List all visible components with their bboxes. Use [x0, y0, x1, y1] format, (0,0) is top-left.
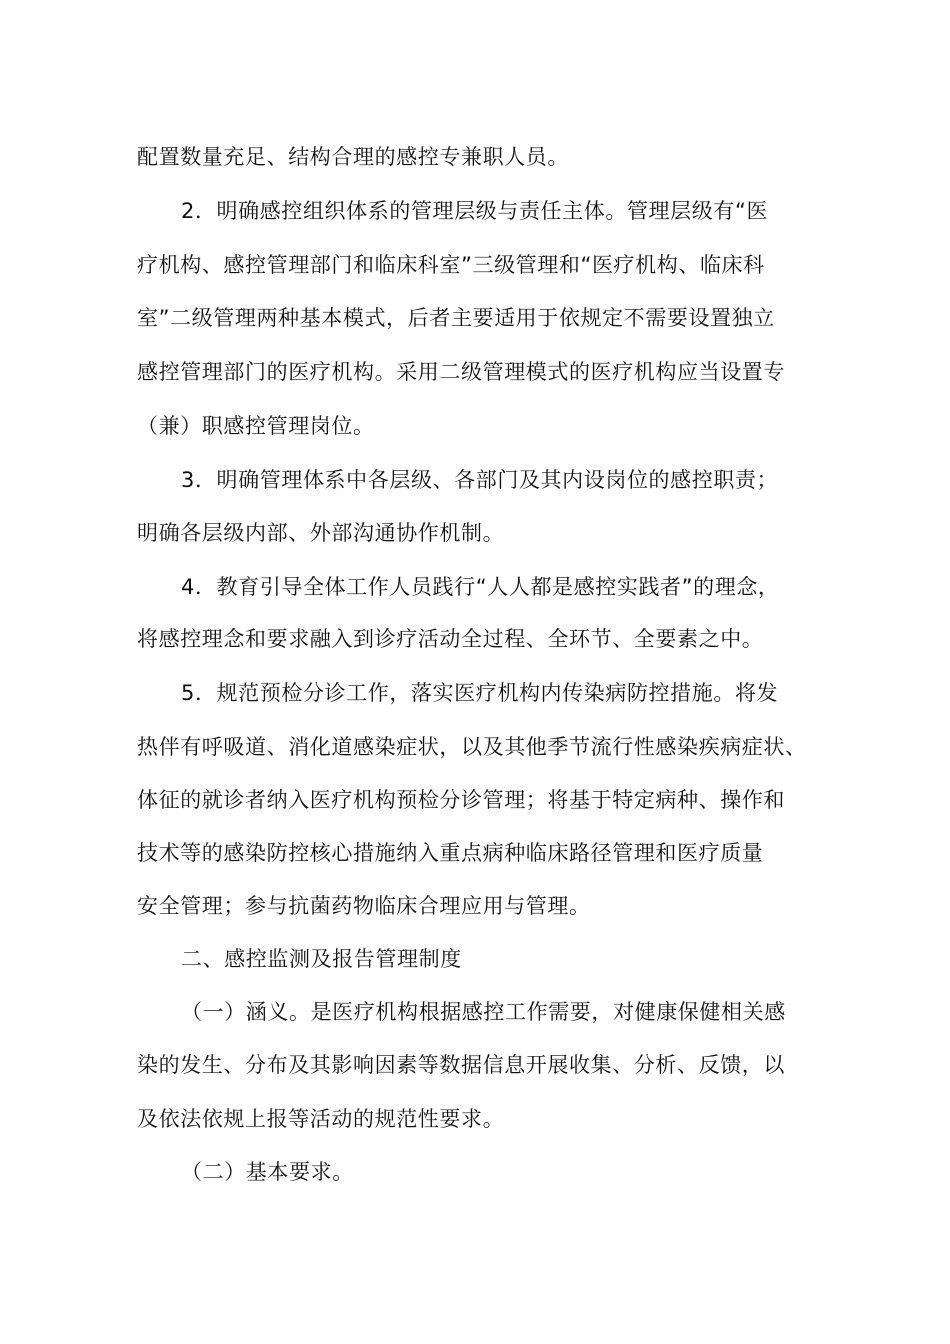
paragraph-5-line: 体征的就诊者纳入医疗机构预检分诊管理；将基于特定病种、操作和: [137, 788, 785, 812]
text-line: 配置数量充足、结构合理的感控专兼职人员。: [137, 145, 569, 169]
definition-line: 及依法依规上报等活动的规范性要求。: [137, 1107, 505, 1131]
paragraph-5-line: 5．规范预检分诊工作，落实医疗机构内传染病防控措施。将发: [181, 681, 779, 705]
paragraph-4-line: 将感控理念和要求融入到诊疗活动全过程、全环节、全要素之中。: [137, 627, 764, 651]
definition-line: 染的发生、分布及其影响因素等数据信息开展收集、分析、反馈，以: [137, 1053, 785, 1077]
paragraph-2-line: 2．明确感控组织体系的管理层级与责任主体。管理层级有“医: [181, 199, 769, 223]
paragraph-4-line: 4．教育引导全体工作人员践行“人人都是感控实践者”的理念，: [181, 575, 780, 599]
paragraph-2-line: （兼）职感控管理岗位。: [137, 414, 375, 438]
paragraph-2-line: 感控管理部门的医疗机构。采用二级管理模式的医疗机构应当设置专: [137, 360, 785, 384]
definition-line: （一）涵义。是医疗机构根据感控工作需要，对健康保健相关感: [181, 1000, 786, 1024]
paragraph-3-line: 明确各层级内部、外部沟通协作机制。: [137, 521, 505, 545]
paragraph-5-line: 技术等的感染防控核心措施纳入重点病种临床路径管理和医疗质量: [137, 841, 764, 865]
paragraph-5-line: 安全管理；参与抗菌药物临床合理应用与管理。: [137, 894, 591, 918]
subsection-heading: （二）基本要求。: [181, 1160, 354, 1184]
paragraph-2-line: 室”二级管理两种基本模式，后者主要适用于依规定不需要设置独立: [137, 306, 775, 330]
paragraph-5-line: 热伴有呼吸道、消化道感染症状，以及其他季节流行性感染疾病症状、: [137, 735, 807, 759]
paragraph-2-line: 疗机构、感控管理部门和临床科室”三级管理和“医疗机构、临床科: [137, 253, 765, 277]
section-heading: 二、感控监测及报告管理制度: [181, 947, 462, 971]
paragraph-3-line: 3．明确管理体系中各层级、各部门及其内设岗位的感控职责；: [181, 468, 779, 492]
